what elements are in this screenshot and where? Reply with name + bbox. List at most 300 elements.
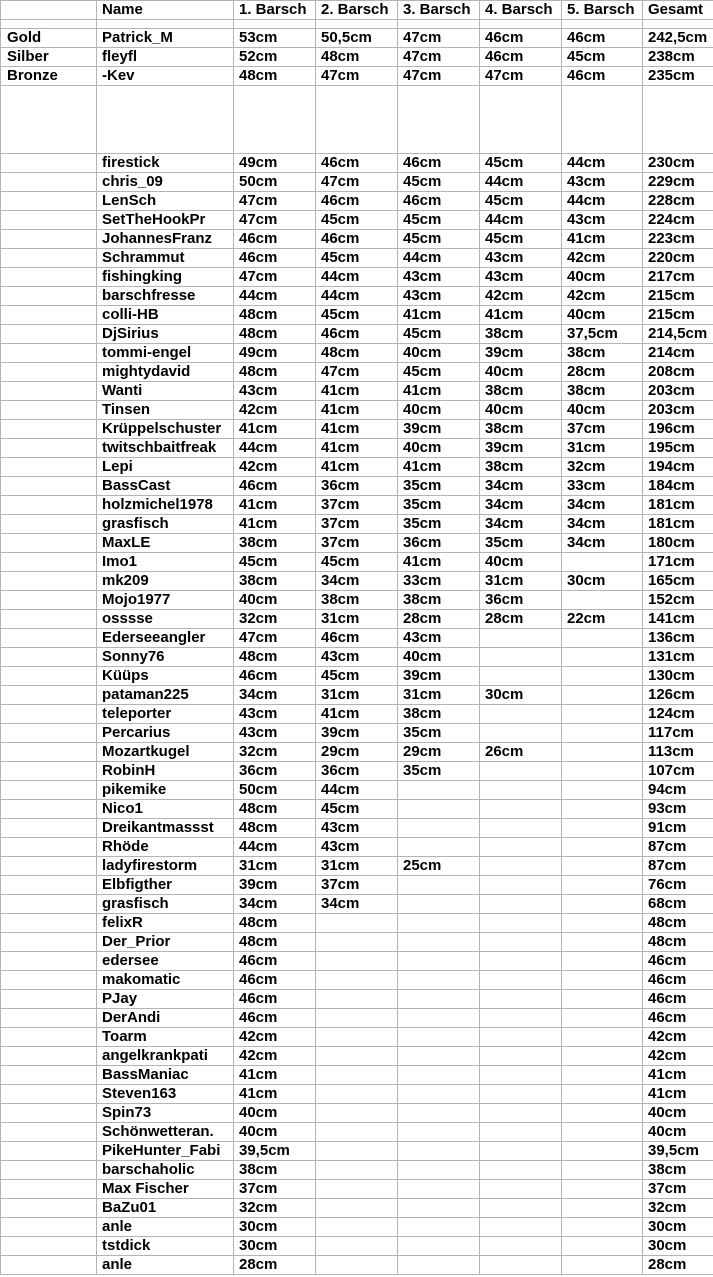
- fish-5-cell: 46cm: [562, 67, 643, 86]
- empty-cell: [97, 20, 234, 29]
- fish-1-cell: 30cm: [234, 1218, 316, 1237]
- name-cell: SetTheHookPr: [97, 211, 234, 230]
- fish-4-cell: [480, 1256, 562, 1275]
- name-cell: Sonny76: [97, 648, 234, 667]
- total-cell: 126cm: [643, 686, 713, 705]
- empty-cell: [398, 20, 480, 29]
- fish-5-cell: [562, 838, 643, 857]
- table-row: [1, 1180, 713, 1199]
- table-row: [1, 420, 713, 439]
- total-cell: 215cm: [643, 287, 713, 306]
- fish-1-cell: 34cm: [234, 686, 316, 705]
- rank-cell: Silber: [1, 48, 97, 67]
- rank-cell: [1, 819, 97, 838]
- table-row: [1, 743, 713, 762]
- header-row: [1, 1, 713, 20]
- name-cell: DjSirius: [97, 325, 234, 344]
- rank-cell: [1, 1180, 97, 1199]
- fish-5-cell: 44cm: [562, 192, 643, 211]
- fish-1-cell: 43cm: [234, 705, 316, 724]
- total-cell: 203cm: [643, 401, 713, 420]
- rank-cell: [1, 344, 97, 363]
- fish-2-cell: [316, 1047, 398, 1066]
- table-row: [1, 648, 713, 667]
- total-cell: 48cm: [643, 914, 713, 933]
- table-row: [1, 762, 713, 781]
- table-row: [1, 211, 713, 230]
- fish-2-cell: 48cm: [316, 48, 398, 67]
- fish-1-cell: 48cm: [234, 914, 316, 933]
- rank-cell: [1, 1066, 97, 1085]
- fish-1-cell: 48cm: [234, 819, 316, 838]
- fish-2-cell: [316, 1066, 398, 1085]
- fish-3-cell: [398, 1237, 480, 1256]
- fish-5-cell: 30cm: [562, 572, 643, 591]
- fish-3-cell: [398, 1009, 480, 1028]
- total-cell: 91cm: [643, 819, 713, 838]
- fish-2-cell: [316, 933, 398, 952]
- fish-4-cell: 43cm: [480, 268, 562, 287]
- fish-1-cell: 47cm: [234, 268, 316, 287]
- fish-3-cell: 36cm: [398, 534, 480, 553]
- fish-2-cell: 31cm: [316, 610, 398, 629]
- table-row: [1, 1104, 713, 1123]
- table-row: [1, 1199, 713, 1218]
- fish-5-cell: 28cm: [562, 363, 643, 382]
- rank-cell: [1, 192, 97, 211]
- fish-1-cell: 46cm: [234, 990, 316, 1009]
- total-cell: 30cm: [643, 1237, 713, 1256]
- fish-3-cell: [398, 876, 480, 895]
- fish-5-cell: [562, 1047, 643, 1066]
- fish-4-cell: [480, 629, 562, 648]
- fish-3-cell: 44cm: [398, 249, 480, 268]
- fish-2-cell: [316, 1237, 398, 1256]
- fish-4-cell: [480, 952, 562, 971]
- table-row: [1, 1161, 713, 1180]
- table-row: [1, 287, 713, 306]
- total-cell: 136cm: [643, 629, 713, 648]
- rank-cell: [1, 458, 97, 477]
- total-cell: 214cm: [643, 344, 713, 363]
- total-cell: 220cm: [643, 249, 713, 268]
- fish-5-cell: [562, 857, 643, 876]
- fish-2-cell: 41cm: [316, 439, 398, 458]
- fish-5-cell: [562, 553, 643, 572]
- header-rank-col: [1, 1, 97, 20]
- total-cell: 38cm: [643, 1161, 713, 1180]
- table-row: [1, 952, 713, 971]
- name-cell: Küüps: [97, 667, 234, 686]
- total-cell: 76cm: [643, 876, 713, 895]
- name-cell: ladyfirestorm: [97, 857, 234, 876]
- fish-5-cell: 32cm: [562, 458, 643, 477]
- fish-4-cell: 45cm: [480, 192, 562, 211]
- fish-1-cell: 38cm: [234, 572, 316, 591]
- table-row: [1, 800, 713, 819]
- fish-5-cell: [562, 1161, 643, 1180]
- table-row: [1, 629, 713, 648]
- name-cell: twitschbaitfreak: [97, 439, 234, 458]
- rank-cell: [1, 1104, 97, 1123]
- fish-4-cell: 39cm: [480, 344, 562, 363]
- total-cell: 131cm: [643, 648, 713, 667]
- fish-2-cell: 43cm: [316, 819, 398, 838]
- fish-5-cell: [562, 1237, 643, 1256]
- rank-cell: [1, 439, 97, 458]
- fish-3-cell: 33cm: [398, 572, 480, 591]
- rank-cell: [1, 401, 97, 420]
- fish-3-cell: 35cm: [398, 515, 480, 534]
- fish-4-cell: [480, 705, 562, 724]
- fish-2-cell: 31cm: [316, 686, 398, 705]
- rank-cell: [1, 762, 97, 781]
- name-cell: Dreikantmassst: [97, 819, 234, 838]
- name-cell: fleyfl: [97, 48, 234, 67]
- table-row: [1, 933, 713, 952]
- fish-2-cell: 45cm: [316, 800, 398, 819]
- table-row: [1, 971, 713, 990]
- table-row: [1, 1237, 713, 1256]
- table-row: [1, 876, 713, 895]
- fish-3-cell: [398, 819, 480, 838]
- table-row: [1, 1142, 713, 1161]
- rank-cell: [1, 1199, 97, 1218]
- fish-4-cell: 30cm: [480, 686, 562, 705]
- fish-1-cell: 28cm: [234, 1256, 316, 1275]
- fish-3-cell: [398, 838, 480, 857]
- name-cell: makomatic: [97, 971, 234, 990]
- empty-cell: [480, 86, 562, 154]
- fish-3-cell: 47cm: [398, 67, 480, 86]
- name-cell: holzmichel1978: [97, 496, 234, 515]
- empty-cell: [97, 86, 234, 154]
- fish-5-cell: [562, 1256, 643, 1275]
- fish-2-cell: [316, 952, 398, 971]
- fish-3-cell: 39cm: [398, 667, 480, 686]
- table-row: [1, 1218, 713, 1237]
- fish-1-cell: 49cm: [234, 344, 316, 363]
- empty-cell: [316, 86, 398, 154]
- fish-4-cell: [480, 800, 562, 819]
- fish-1-cell: 47cm: [234, 629, 316, 648]
- rank-cell: [1, 306, 97, 325]
- fish-5-cell: 46cm: [562, 29, 643, 48]
- fish-4-cell: 31cm: [480, 572, 562, 591]
- table-row: [1, 192, 713, 211]
- fish-4-cell: [480, 1199, 562, 1218]
- fish-5-cell: 40cm: [562, 268, 643, 287]
- name-cell: Wanti: [97, 382, 234, 401]
- empty-cell: [643, 20, 713, 29]
- total-cell: 68cm: [643, 895, 713, 914]
- fish-3-cell: 45cm: [398, 211, 480, 230]
- name-cell: Toarm: [97, 1028, 234, 1047]
- total-cell: 141cm: [643, 610, 713, 629]
- fish-4-cell: 38cm: [480, 458, 562, 477]
- fish-1-cell: 38cm: [234, 534, 316, 553]
- fish-1-cell: 42cm: [234, 1028, 316, 1047]
- name-cell: angelkrankpati: [97, 1047, 234, 1066]
- total-cell: 28cm: [643, 1256, 713, 1275]
- fish-4-cell: [480, 1180, 562, 1199]
- fish-3-cell: [398, 895, 480, 914]
- fish-3-cell: [398, 781, 480, 800]
- fish-2-cell: 41cm: [316, 420, 398, 439]
- rank-cell: Gold: [1, 29, 97, 48]
- name-cell: mk209: [97, 572, 234, 591]
- table-row: [1, 610, 713, 629]
- rank-cell: [1, 1009, 97, 1028]
- fish-1-cell: 32cm: [234, 1199, 316, 1218]
- fish-2-cell: 36cm: [316, 762, 398, 781]
- rank-cell: [1, 154, 97, 173]
- table-row: [1, 591, 713, 610]
- fish-3-cell: [398, 971, 480, 990]
- fish-3-cell: 41cm: [398, 553, 480, 572]
- total-cell: 93cm: [643, 800, 713, 819]
- table-row: [1, 458, 713, 477]
- fish-4-cell: [480, 1218, 562, 1237]
- fish-5-cell: [562, 686, 643, 705]
- total-cell: 195cm: [643, 439, 713, 458]
- fish-3-cell: [398, 1256, 480, 1275]
- total-cell: 41cm: [643, 1085, 713, 1104]
- fish-1-cell: 46cm: [234, 1009, 316, 1028]
- fish-5-cell: [562, 1180, 643, 1199]
- table-row: [1, 914, 713, 933]
- fish-2-cell: 41cm: [316, 382, 398, 401]
- total-cell: 171cm: [643, 553, 713, 572]
- fish-5-cell: 31cm: [562, 439, 643, 458]
- fish-5-cell: [562, 1199, 643, 1218]
- total-cell: 223cm: [643, 230, 713, 249]
- fish-1-cell: 49cm: [234, 154, 316, 173]
- fish-5-cell: [562, 781, 643, 800]
- name-cell: Der_Prior: [97, 933, 234, 952]
- name-cell: Lepi: [97, 458, 234, 477]
- fish-5-cell: 41cm: [562, 230, 643, 249]
- podium-row: [1, 29, 713, 48]
- name-cell: Max Fischer: [97, 1180, 234, 1199]
- fish-1-cell: 46cm: [234, 971, 316, 990]
- fish-4-cell: [480, 1085, 562, 1104]
- fish-3-cell: 45cm: [398, 173, 480, 192]
- fish-1-cell: 50cm: [234, 781, 316, 800]
- fish-1-cell: 48cm: [234, 67, 316, 86]
- name-cell: felixR: [97, 914, 234, 933]
- table-header: [1, 1, 713, 20]
- name-cell: Percarius: [97, 724, 234, 743]
- fish-1-cell: 43cm: [234, 382, 316, 401]
- empty-cell: [1, 86, 97, 154]
- fish-3-cell: 45cm: [398, 230, 480, 249]
- name-cell: Krüppelschuster: [97, 420, 234, 439]
- fish-3-cell: 43cm: [398, 287, 480, 306]
- fish-4-cell: [480, 1161, 562, 1180]
- table-row: [1, 819, 713, 838]
- total-cell: 30cm: [643, 1218, 713, 1237]
- fish-5-cell: [562, 933, 643, 952]
- name-cell: osssse: [97, 610, 234, 629]
- fish-4-cell: 40cm: [480, 401, 562, 420]
- fish-4-cell: 46cm: [480, 29, 562, 48]
- fish-5-cell: 34cm: [562, 515, 643, 534]
- total-cell: 229cm: [643, 173, 713, 192]
- fish-1-cell: 40cm: [234, 1123, 316, 1142]
- fish-3-cell: [398, 1161, 480, 1180]
- fish-1-cell: 46cm: [234, 477, 316, 496]
- fish-1-cell: 41cm: [234, 496, 316, 515]
- total-cell: 46cm: [643, 990, 713, 1009]
- fish-3-cell: 43cm: [398, 629, 480, 648]
- total-cell: 181cm: [643, 496, 713, 515]
- fish-1-cell: 46cm: [234, 952, 316, 971]
- fish-2-cell: 44cm: [316, 287, 398, 306]
- fish-1-cell: 37cm: [234, 1180, 316, 1199]
- fish-3-cell: 47cm: [398, 48, 480, 67]
- fish-2-cell: 43cm: [316, 648, 398, 667]
- fish-5-cell: [562, 1028, 643, 1047]
- rank-cell: [1, 211, 97, 230]
- table-row: [1, 1256, 713, 1275]
- fish-2-cell: [316, 971, 398, 990]
- table-row: [1, 173, 713, 192]
- fish-4-cell: 38cm: [480, 382, 562, 401]
- fish-2-cell: [316, 1180, 398, 1199]
- fish-5-cell: [562, 1009, 643, 1028]
- fish-2-cell: 34cm: [316, 895, 398, 914]
- total-cell: 238cm: [643, 48, 713, 67]
- fish-2-cell: 34cm: [316, 572, 398, 591]
- fish-5-cell: [562, 800, 643, 819]
- fish-1-cell: 47cm: [234, 211, 316, 230]
- fish-5-cell: [562, 1123, 643, 1142]
- fish-3-cell: 35cm: [398, 762, 480, 781]
- name-cell: RobinH: [97, 762, 234, 781]
- fish-1-cell: 42cm: [234, 401, 316, 420]
- fish-4-cell: 41cm: [480, 306, 562, 325]
- fish-1-cell: 34cm: [234, 895, 316, 914]
- fish-1-cell: 40cm: [234, 591, 316, 610]
- fish-4-cell: [480, 1028, 562, 1047]
- fish-3-cell: 40cm: [398, 439, 480, 458]
- total-cell: 208cm: [643, 363, 713, 382]
- fish-1-cell: 53cm: [234, 29, 316, 48]
- fish-3-cell: [398, 1142, 480, 1161]
- name-cell: Schönwetteran.: [97, 1123, 234, 1142]
- fish-4-cell: [480, 1104, 562, 1123]
- fish-5-cell: [562, 990, 643, 1009]
- fish-2-cell: 41cm: [316, 401, 398, 420]
- fish-5-cell: [562, 876, 643, 895]
- name-cell: mightydavid: [97, 363, 234, 382]
- fish-2-cell: 46cm: [316, 325, 398, 344]
- table-row: [1, 249, 713, 268]
- fish-4-cell: 47cm: [480, 67, 562, 86]
- fish-5-cell: [562, 1142, 643, 1161]
- rank-cell: [1, 553, 97, 572]
- total-cell: 124cm: [643, 705, 713, 724]
- fish-4-cell: [480, 1142, 562, 1161]
- name-cell: MaxLE: [97, 534, 234, 553]
- fish-1-cell: 42cm: [234, 458, 316, 477]
- fish-3-cell: [398, 990, 480, 1009]
- fish-3-cell: 45cm: [398, 363, 480, 382]
- empty-cell: [1, 20, 97, 29]
- rank-cell: [1, 705, 97, 724]
- fish-5-cell: [562, 895, 643, 914]
- total-cell: 196cm: [643, 420, 713, 439]
- fish-1-cell: 41cm: [234, 1085, 316, 1104]
- podium-row: [1, 48, 713, 67]
- name-cell: DerAndi: [97, 1009, 234, 1028]
- empty-cell: [643, 86, 713, 154]
- fish-2-cell: 31cm: [316, 857, 398, 876]
- table-row: [1, 990, 713, 1009]
- fish-2-cell: 46cm: [316, 230, 398, 249]
- total-cell: 87cm: [643, 857, 713, 876]
- rank-cell: [1, 686, 97, 705]
- blank-row: [1, 86, 713, 154]
- empty-cell: [480, 20, 562, 29]
- fish-4-cell: 43cm: [480, 249, 562, 268]
- fish-1-cell: 42cm: [234, 1047, 316, 1066]
- fish-2-cell: 43cm: [316, 838, 398, 857]
- fish-2-cell: [316, 1104, 398, 1123]
- fish-4-cell: 26cm: [480, 743, 562, 762]
- fish-5-cell: [562, 648, 643, 667]
- fish-1-cell: 31cm: [234, 857, 316, 876]
- fish-5-cell: 37,5cm: [562, 325, 643, 344]
- name-cell: Steven163: [97, 1085, 234, 1104]
- fish-1-cell: 38cm: [234, 1161, 316, 1180]
- total-cell: 40cm: [643, 1123, 713, 1142]
- total-cell: 230cm: [643, 154, 713, 173]
- total-cell: 165cm: [643, 572, 713, 591]
- rank-cell: [1, 173, 97, 192]
- fish-2-cell: 45cm: [316, 249, 398, 268]
- total-cell: 181cm: [643, 515, 713, 534]
- table-body: [1, 20, 713, 1275]
- total-cell: 113cm: [643, 743, 713, 762]
- rank-cell: [1, 591, 97, 610]
- fish-4-cell: 38cm: [480, 420, 562, 439]
- fish-2-cell: [316, 1028, 398, 1047]
- name-cell: edersee: [97, 952, 234, 971]
- total-cell: 48cm: [643, 933, 713, 952]
- fish-5-cell: [562, 1104, 643, 1123]
- table-row: [1, 553, 713, 572]
- total-cell: 39,5cm: [643, 1142, 713, 1161]
- fish-1-cell: 48cm: [234, 306, 316, 325]
- total-cell: 40cm: [643, 1104, 713, 1123]
- rank-cell: [1, 800, 97, 819]
- fish-4-cell: 34cm: [480, 496, 562, 515]
- fish-3-cell: 46cm: [398, 192, 480, 211]
- fish-1-cell: 46cm: [234, 230, 316, 249]
- rank-cell: [1, 629, 97, 648]
- fish-1-cell: 48cm: [234, 933, 316, 952]
- total-cell: 41cm: [643, 1066, 713, 1085]
- fish-4-cell: 46cm: [480, 48, 562, 67]
- name-cell: pikemike: [97, 781, 234, 800]
- table-row: [1, 268, 713, 287]
- table-row: [1, 1009, 713, 1028]
- table-row: [1, 667, 713, 686]
- fish-1-cell: 40cm: [234, 1104, 316, 1123]
- fish-5-cell: 44cm: [562, 154, 643, 173]
